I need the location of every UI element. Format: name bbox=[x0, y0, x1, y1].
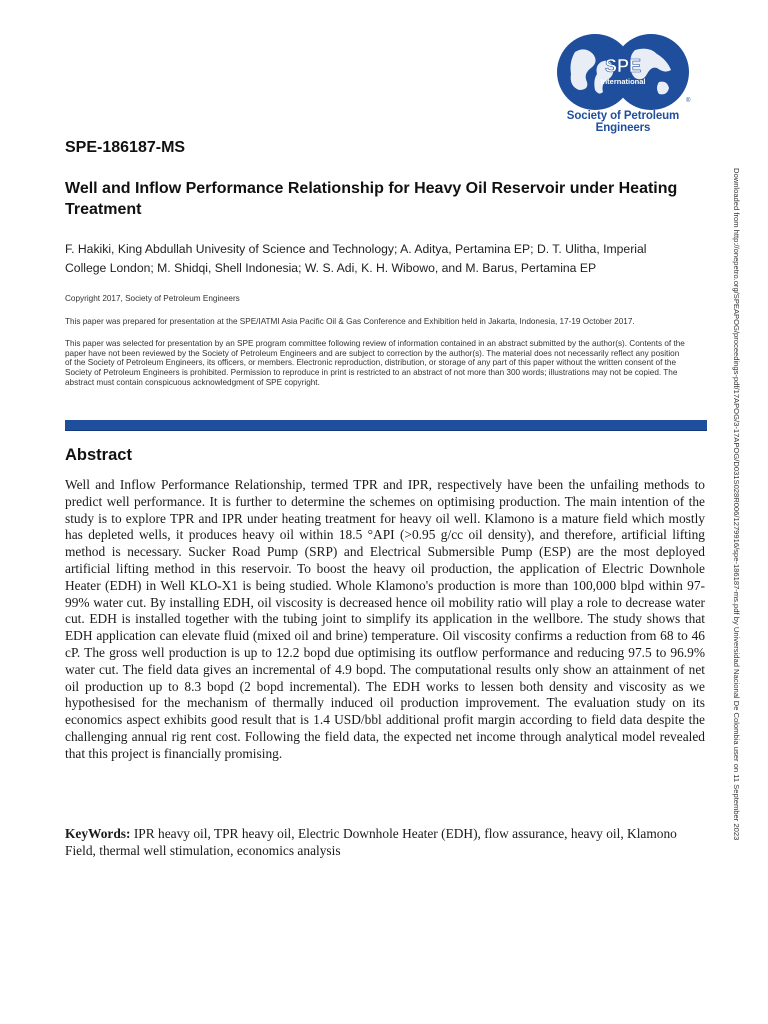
selection-note: This paper was selected for presentation by an SPE program committee following review of information contained in an abstract submitted by the author(s). Contents of the paper have not been reviewed by the Society of Petroleum Engineers and are subject to correction by the author(s). The material does not necessarily reflect any position of the Society of Petroleum Engineers, its officers, or members. Electronic reproduction, distribution, or storage of any part of this paper without the written consent of the Society of Petroleum Engineers is prohibited. Permission to reproduce in print is restricted to an abstract of not more than 300 words; illustrations may not be copied. The abstract must contain conspicuous acknowledgment of SPE copyright. bbox=[65, 339, 685, 387]
presentation-note: This paper was prepared for presentation at the SPE/IATMI Asia Pacific Oil & Gas Conference and Exhibition held in Jakarta, Indonesia, 17-19 October 2017. bbox=[65, 317, 635, 326]
abstract-heading: Abstract bbox=[65, 446, 132, 464]
logo-sub: International bbox=[600, 77, 646, 86]
paper-id: SPE-186187-MS bbox=[65, 139, 186, 156]
svg-text:®: ® bbox=[686, 98, 691, 104]
keywords-line bbox=[65, 826, 705, 860]
society-name: Society of Petroleum Engineers bbox=[566, 110, 680, 134]
paper-title: Well and Inflow Performance Relationship for Heavy Oil Reservoir under Heating Treatment bbox=[65, 180, 678, 218]
logo-word: SPE bbox=[604, 56, 642, 76]
copyright-notice: Copyright 2017, Society of Petroleum Engineers bbox=[65, 294, 240, 303]
keywords-label: KeyWords: bbox=[65, 826, 131, 841]
download-note: Downloaded from http://onepetro.org/SPEAPOG/proceedings-pdf/17APOG/3-17APOG/D031S028R006/1279916/spe-186187-ms.pdf by Universidad Nacional De Colombia user on 11 September 2023 bbox=[732, 168, 741, 841]
abstract-body: Well and Inflow Performance Relationship, termed TPR and IPR, respectively have been the unfailing methods to predict well performance. It is further to determine the schemes on optimising production. The main intention of the study is to explore TPR and IPR under heating treatment for heavy oil well. Klamono is a mature field which mostly has depleted wells, it produces heavy oil within 18.5 °API (>0.95 g/cc oil density), and therefore, artificial lifting method is necessary. Sucker Road Pump (SRP) and Electrical Submersible Pump (ESP) are the most deployed artificial lifting method in this reservoir. To boost the heavy oil production, the application of Electric Downhole Heater (EDH) in Well KLO-X1 is being studied. Whole Klamono's production is more than 100,000 blpd within 97-99% water cut. By installing EDH, oil viscosity is decreased hence oil mobility ratio will play a role to decrease water cut. EDH is installed together with the tubing joint to simplify its application in the wellbore. The study shows that EDH application can elevate fluid (mixed oil and brine) temperature. Oil viscosity confirms a reduction from 68 to 46 cP. The gross well production is up to 12.2 bopd due optimising its outflow performance and reducing 97.5 to 96.9% water cut. The field data gives an incremental of 4.9 bopd. The computational results only show an attainment of net oil production up to 8.3 bopd (2 bopd incremental). The EDH works to lessen both density and viscosity as we hypothesised for the mechanism of thermally induced oil production improvement. The evaluation study on its economics aspect exhibits good result that is 1.4 USD/bbl additional profit margin according to field data despite the challenging annual rig rent cost. Following the field data, the expected net income through analytical model revealed that this project is financially promising. bbox=[65, 477, 705, 761]
globe-icon bbox=[555, 32, 691, 112]
authors: F. Hakiki, King Abdullah Univesity of Science and Technology; A. Aditya, Pertamina EP; D. T. Ulitha, Imperial College London; M. Shidqi, Shell Indonesia; W. S. Adi, K. H. Wibowo, and M. Barus, Pertamina EP bbox=[65, 242, 647, 275]
keywords-text: IPR heavy oil, TPR heavy oil, Electric Downhole Heater (EDH), flow assurance, heavy oil, Klamono Field, thermal well stimulation, economics analysis bbox=[65, 826, 677, 858]
spe-logo bbox=[538, 32, 708, 134]
section-divider-bar bbox=[65, 420, 707, 431]
download-sidebar bbox=[732, 168, 746, 880]
